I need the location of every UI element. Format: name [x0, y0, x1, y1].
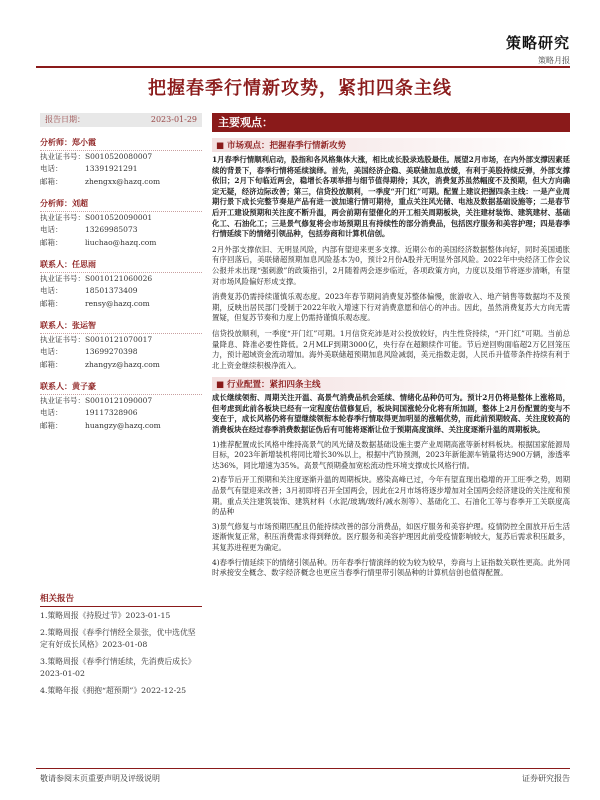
- info-value: 19117328906: [85, 408, 138, 417]
- analyst-header: [40, 136, 202, 151]
- analyst-name: 张运智: [72, 320, 96, 330]
- industry-item: 3)景气修复与市场预期匹配且仍能持续改善的部分消费品，如医疗服务和美容护理。疫情防控全面放开后生活逐渐恢复正常，积压消费需求得到释放。医疗服务和美容护理因此前受疫情影响较大，复苏后需求积压最多，其复苏进程更为确定。: [212, 521, 570, 552]
- analyst-info-row: [40, 163, 202, 176]
- analyst-info-row: [40, 237, 202, 250]
- industry-item: 4)春季行情延续下的情绪引领品种。历年春季行情演绎的较为较为较早，券商与上证指数关联性更高。此外同时承接安全概念、数字经济概念也更应当春季行情里带引领品种的计算机信创也值得配置。: [212, 557, 570, 578]
- sidebar: [40, 113, 202, 432]
- analyst-header: [40, 197, 202, 212]
- section-header: 主要观点：: [212, 113, 570, 132]
- info-key: 执业证书号：: [40, 151, 85, 161]
- analyst-info-row: [40, 176, 202, 189]
- analyst-info-row: [40, 395, 202, 408]
- info-value[interactable]: liuchao@hazq.com: [85, 237, 157, 247]
- analyst-info-row: [40, 420, 202, 433]
- info-value: S0010121090007: [85, 395, 153, 405]
- info-value[interactable]: huangzy@hazq.com: [85, 420, 161, 430]
- info-key: 邮箱：: [40, 176, 63, 186]
- analyst-role: 联系人：: [40, 320, 72, 330]
- info-key: 执业证书号：: [40, 212, 85, 222]
- analyst-name: 郑小霞: [72, 137, 96, 147]
- industry-item: 2)春节后开工预期和关注度逐渐升温的周期板块。感染高峰已过，今年有望直现出稳增的开工旺季之势，周期品景气有望迎来改善；3月初即将召开全国两会，因此在2月市场将逐步增加对全国两会经济建设的关注度和预期。重点关注建筑装饰、建筑材料（水泥/玻璃/玻纤/减水剂等）、基础化工、石油化工等与春季开工关联度高的品种: [212, 475, 570, 517]
- analyst-header: [40, 319, 202, 334]
- triangle-icon: ■: [216, 141, 225, 151]
- market-paragraph: 1月春季行情顺利启动，股指和各风格集体大涨，相比成长股录选股最佳。展望2月市场，在内外部支撑因素延续的背景下，春季行情将延续演绎。首先，美国经济企稳、美联储加息放缓，有利于美股持续反弹，外部支撑依旧；2月下旬临近两会，稳增长各项举措与细节值得期待；其次，消费复苏虽然幅度不及预期，但大方向确定无疑，经济边际改善；第三，信贷投放顺利，一季度“开门红”可期。配置上建议把握四条主线：一是产业周期行景下成长完整节奏是产品有进一波加速行情可期待，重点关注风光储、电池及数据基础设施等；二是春节后开工建设预期和关注度不断升温，两会前期有望催化的开工相关周期板块，关注建材装饰、建筑建材、基础化工、石油化工；三是景气修复将会市场预期且有持续性的部分消费品，包括医疗服务和美容护理；四是春季行情延续下的情绪引领品种，包括券商和计算机信创。: [212, 155, 570, 239]
- analyst-name: 黄子豪: [72, 381, 96, 391]
- analyst-role: 联系人：: [40, 259, 72, 269]
- analyst-role: 分析师：: [40, 137, 72, 147]
- market-view-label: 市场观点：把握春季行情新攻势: [227, 141, 347, 151]
- industry-header: [212, 377, 570, 391]
- info-value: S0010520080007: [85, 151, 153, 161]
- related-report-item[interactable]: 4.策略年报《拥抱“超预期”》2022-12-25: [40, 685, 187, 695]
- analyst-list: [40, 136, 202, 432]
- info-value: 13269985073: [85, 225, 138, 234]
- info-value: S0010121070017: [85, 334, 153, 344]
- market-paragraph: 2月外部支撑依旧、无明显风险，内部有望迎来更多支撑。近期公布的美国经济数据整体向好，同时美国通胀有序回落后，美联储超预期加息风险基本为0，预计2月份A股并无明显外部风险。2022年中央经济工作会议公报并未出现“强刺激”的政策指引，2月随着两会逐步临近，各项政策方向，力度以及细节将逐步清晰，有望对市场风险偏好形成支撑。: [212, 244, 570, 286]
- info-key: 电话：: [40, 347, 63, 356]
- analyst-name: 刘超: [72, 198, 88, 208]
- triangle-icon: ■: [216, 380, 225, 391]
- industry-intro: 成长继续领衔、周期关注开温、高景气消费品机会延续、情绪化品种仍可为。预计2月仍将是整体上涨格局，但考虑到此前各板块已经有一定程度估值修复后，板块间国涨轮分化将有所加剧，整体上2月份配置的变与不变在于，成长风格仍将有望继续领衔本轮春季行情取得更加明显的涨幅优势，而此前预期较高、关注度较高的消费板块在经过春季消费数据证伪后有可能将逐渐让位于预期高度演绎、关注度逐渐升温的周期板块。: [212, 393, 570, 435]
- market-paragraph: 信贷投放顺利，一季度“开门红”可期。1月信贷充沛是对公投放较好，内生性贷持续，“开门红”可期。当前总量降息、降准必要性降低。2月MLF到期3000亿，央行存在超额续作可能。节后逆回购面临超2万亿回笼压力，预计超域资金流动增加。海外美联储超预期加息风险减弱，美元指数走弱，人民币升值带条件持续有利于北上资金继续积极净流入。: [212, 328, 570, 370]
- info-key: 邮箱：: [40, 298, 63, 308]
- analyst-info-row: [40, 285, 202, 298]
- info-value[interactable]: zhangyz@hazq.com: [85, 359, 160, 369]
- report-date-bar: [40, 113, 202, 127]
- footer-rule: [36, 768, 570, 769]
- info-value: S0010121060026: [85, 273, 153, 283]
- analyst-header: [40, 258, 202, 273]
- related-report-item[interactable]: 1.策略周报《持股过节》2023-01-15: [40, 611, 171, 620]
- analyst-name: 任思雨: [72, 259, 96, 269]
- main-content: [212, 113, 570, 579]
- info-value[interactable]: zhengxx@hazq.com: [85, 176, 161, 186]
- related-report-item[interactable]: 2.策略周报《春季行情经全景张，优中选优坚定有好成长风格》2023-01-08: [40, 627, 196, 649]
- industry-label: 行业配置：紧扣四条主线: [227, 380, 321, 391]
- analyst-info-row: [40, 359, 202, 372]
- info-key: 执业证书号：: [40, 395, 85, 405]
- brand-block: [506, 32, 570, 66]
- related-reports-title: 相关报告: [40, 592, 202, 607]
- analyst-info-row: [40, 346, 202, 359]
- info-value: 13391921291: [85, 164, 138, 173]
- analyst-info-row: [40, 151, 202, 164]
- analyst-info-row: [40, 334, 202, 347]
- footer-label: 证券研究报告: [522, 774, 570, 783]
- market-paragraph: 消费复苏仍需持续谨慎乐观态度。2023年春节期间消费复苏整体偏慢，旅游收入、地产销售等数据均不及预期，反映出居民部门受制于2022年收入增速下行对消费意愿和信心的冲击。因此，虽然消费复苏大方向无需置疑，但复苏节奏和力度上仍需持谨慎乐观态度。: [212, 292, 570, 323]
- analyst-info-row: [40, 212, 202, 225]
- info-key: 执业证书号：: [40, 334, 85, 344]
- info-value: S0010520090001: [85, 212, 153, 222]
- info-key: 邮箱：: [40, 359, 63, 369]
- footer-disclaimer: 敬请参阅末页重要声明及评级说明: [40, 774, 160, 783]
- info-key: 电话：: [40, 164, 63, 173]
- brand-subtitle: 策略月报: [538, 56, 570, 65]
- analyst-header: [40, 380, 202, 395]
- info-value[interactable]: rensy@hazq.com: [85, 298, 150, 308]
- info-key: 执业证书号：: [40, 273, 85, 283]
- analyst-info-row: [40, 273, 202, 286]
- analyst-info-row: [40, 407, 202, 420]
- report-date-value: 2023-01-29: [150, 114, 197, 124]
- info-value: 18501373409: [85, 286, 138, 295]
- info-key: 电话：: [40, 408, 63, 417]
- brand-title: 策略研究: [505, 34, 570, 52]
- info-key: 邮箱：: [40, 420, 63, 430]
- analyst-role: 联系人：: [40, 381, 72, 391]
- info-key: 电话：: [40, 286, 63, 295]
- info-value: 13699270398: [85, 347, 138, 356]
- report-date-label: 报告日期：: [45, 114, 85, 124]
- title-divider: [36, 66, 570, 68]
- related-report-item[interactable]: 3.策略周报《春季行情延续，先消费后成长》2023-01-02: [40, 656, 196, 678]
- industry-items: [212, 440, 570, 579]
- market-view-header: [212, 138, 570, 152]
- report-title: 把握春季行情新攻势，紧扣四条主线: [148, 78, 452, 99]
- info-key: 电话：: [40, 225, 63, 234]
- related-reports-list: [40, 610, 202, 701]
- market-paragraphs: [212, 155, 570, 371]
- analyst-info-row: [40, 298, 202, 311]
- info-key: 邮箱：: [40, 237, 63, 247]
- analyst-info-row: [40, 224, 202, 237]
- industry-item: 1)推荐配置成长风格中维持高景气的风光储及数据基础设施主要产业周期高涨等新材料板块。根据国家能源局目标，2023年新增装机将同比增长30%以上，根据中汽协预测，2023年新能源车销量将达900万辆，渗透率达36%，同比增速为35%。高景气预期叠加宽松流动性环境支撑成长风格行情。: [212, 439, 570, 470]
- analyst-role: 分析师：: [40, 198, 72, 208]
